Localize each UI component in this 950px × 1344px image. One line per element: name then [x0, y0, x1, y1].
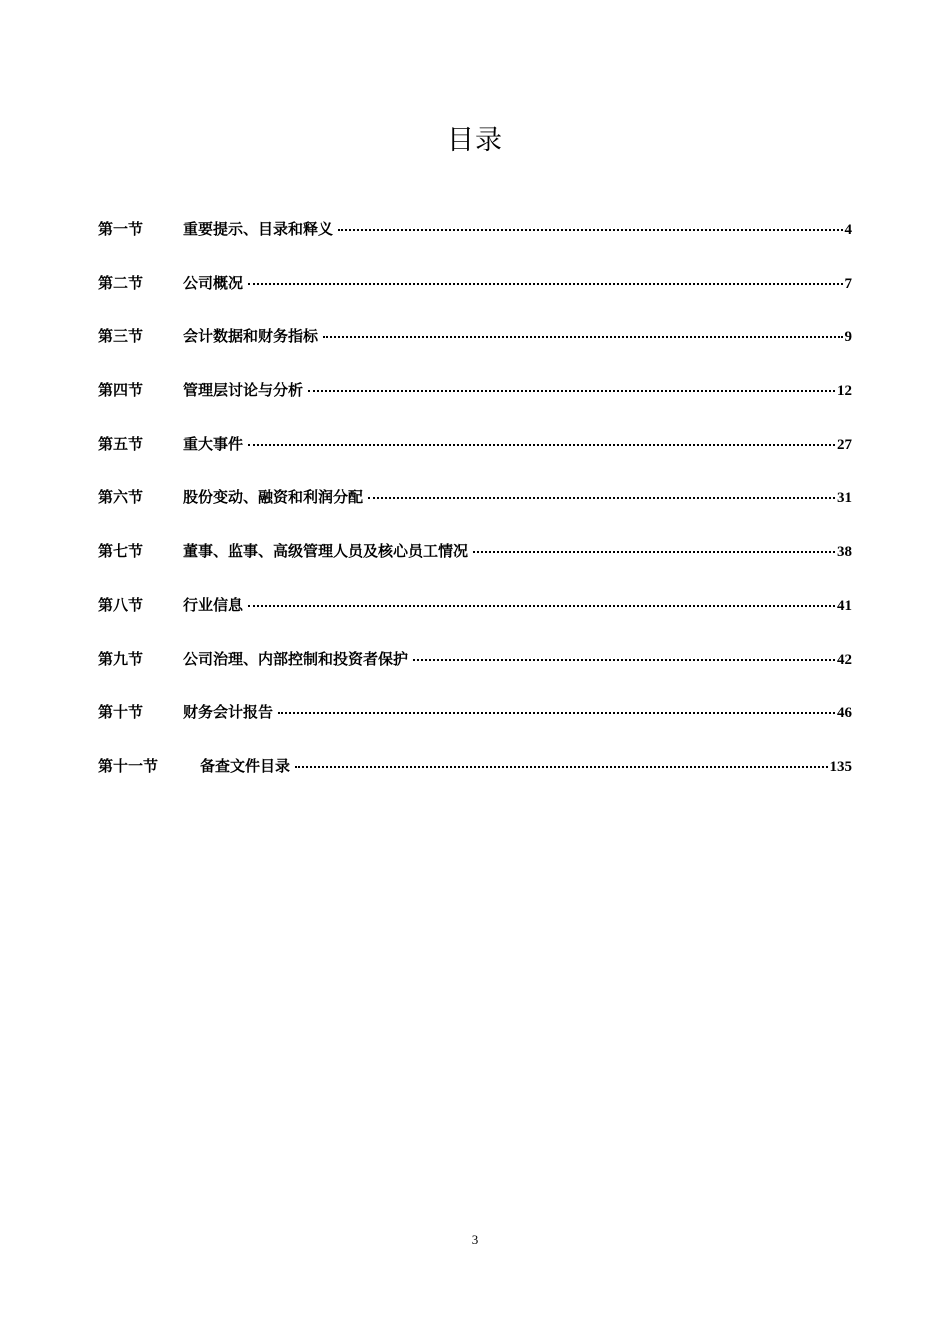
toc-section-label: 第五节 — [98, 434, 144, 453]
toc-entry-11[interactable] — [98, 755, 852, 809]
toc-section-name: 董事、监事、高级管理人员及核心员工情况 — [183, 542, 469, 561]
toc-page-number: 41 — [837, 597, 852, 614]
toc-section-label: 第八节 — [98, 595, 144, 614]
toc-section-name: 备查文件目录 — [200, 756, 291, 775]
toc-entry-7[interactable] — [98, 540, 852, 594]
toc-leader-dots — [368, 497, 835, 499]
toc-section-name: 公司治理、内部控制和投资者保护 — [183, 649, 409, 668]
toc-page-number: 38 — [837, 544, 852, 561]
toc-section-name: 股份变动、融资和利润分配 — [183, 488, 364, 507]
table-of-contents — [98, 218, 852, 809]
toc-section-name: 重要提示、目录和释义 — [183, 220, 334, 238]
toc-page-number: 4 — [844, 222, 852, 238]
toc-section-label: 第四节 — [98, 381, 144, 400]
toc-page-number: 42 — [837, 651, 852, 668]
toc-entry-2[interactable] — [98, 272, 852, 326]
toc-entry-5[interactable] — [98, 433, 852, 487]
toc-section-label: 第六节 — [98, 488, 144, 507]
toc-leader-dots — [248, 283, 842, 285]
toc-section-name: 会计数据和财务指标 — [183, 327, 319, 346]
toc-page-number: 46 — [837, 705, 852, 722]
toc-section-label: 第七节 — [98, 542, 144, 561]
toc-page-number: 9 — [844, 329, 852, 346]
toc-leader-dots — [248, 605, 835, 607]
toc-leader-dots — [338, 229, 842, 231]
toc-section-label: 第十一节 — [98, 756, 159, 775]
toc-entry-10[interactable] — [98, 701, 852, 755]
toc-leader-dots — [295, 766, 827, 768]
toc-section-name: 重大事件 — [183, 434, 244, 453]
toc-leader-dots — [308, 390, 835, 392]
toc-page-number: 135 — [829, 758, 852, 775]
toc-section-label: 第十节 — [98, 703, 144, 722]
toc-section-label: 第一节 — [98, 220, 144, 238]
toc-section-label: 第九节 — [98, 649, 144, 668]
toc-page-number: 31 — [837, 490, 852, 507]
toc-entry-9[interactable] — [98, 648, 852, 702]
toc-entry-3[interactable] — [98, 325, 852, 379]
toc-leader-dots — [323, 336, 842, 338]
toc-section-name: 公司概况 — [183, 273, 244, 292]
toc-leader-dots — [248, 444, 835, 446]
toc-page-number: 27 — [837, 436, 852, 453]
toc-entry-8[interactable] — [98, 594, 852, 648]
toc-section-name: 管理层讨论与分析 — [183, 381, 304, 400]
toc-entry-6[interactable] — [98, 486, 852, 540]
toc-entry-4[interactable] — [98, 379, 852, 433]
toc-leader-dots — [413, 659, 835, 661]
toc-page-number: 7 — [844, 275, 852, 292]
page-footer-number: 3 — [471, 1232, 479, 1247]
page-title: 目录 — [447, 125, 503, 156]
toc-entry-1[interactable] — [98, 218, 852, 272]
toc-leader-dots — [278, 712, 835, 714]
toc-section-name: 行业信息 — [183, 595, 244, 614]
toc-leader-dots — [473, 551, 835, 553]
toc-section-label: 第三节 — [98, 327, 144, 346]
toc-section-label: 第二节 — [98, 273, 144, 292]
toc-section-name: 财务会计报告 — [183, 703, 274, 722]
toc-page-number: 12 — [837, 383, 852, 400]
